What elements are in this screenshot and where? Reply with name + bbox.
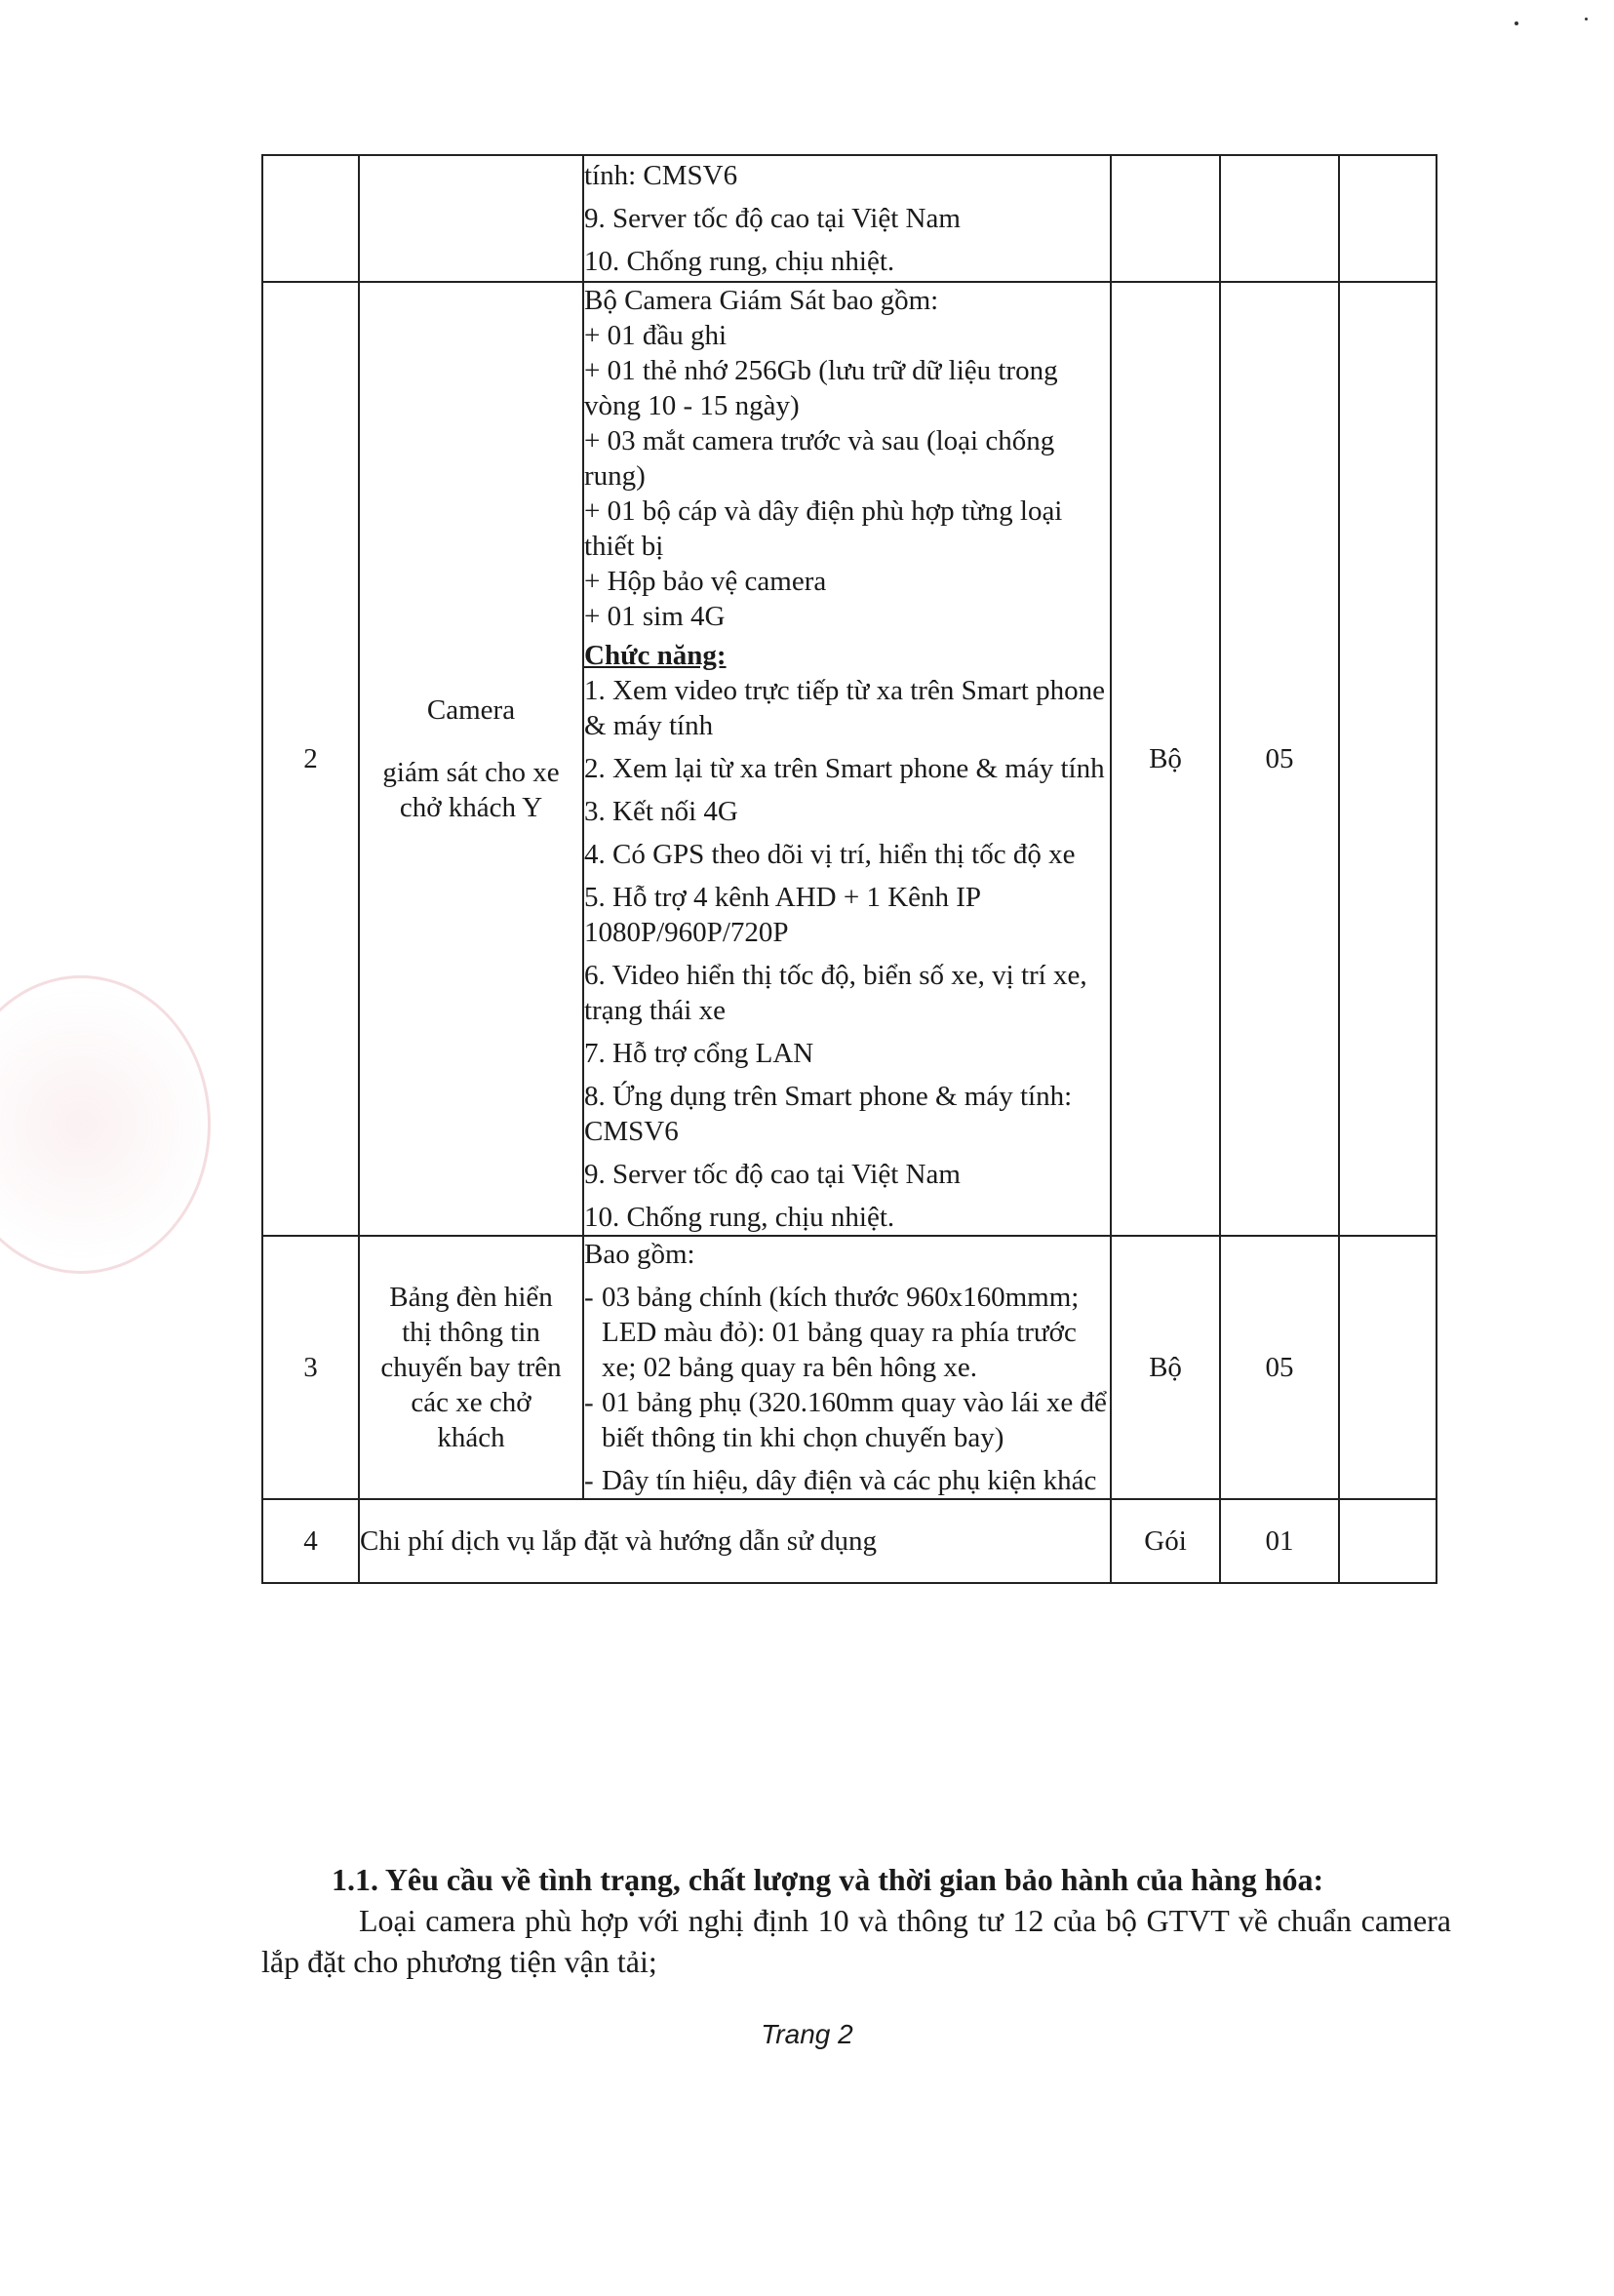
table-row bbox=[262, 1236, 1437, 1499]
quantity-cell: 05 bbox=[1220, 1236, 1339, 1499]
unit-cell: Bộ bbox=[1111, 1236, 1220, 1499]
item-name-line: khách bbox=[437, 1422, 505, 1453]
requirements-section bbox=[261, 1859, 1451, 1982]
unit-cell: Bộ bbox=[1111, 282, 1220, 1236]
list-item: - Dây tín hiệu, dây điện và các phụ kiện khác bbox=[584, 1463, 1110, 1498]
function-item: 3. Kết nối 4G bbox=[584, 796, 738, 827]
unit-cell bbox=[1111, 155, 1220, 282]
stt-cell: 2 bbox=[262, 282, 359, 1236]
item-name-line: chuyến bay trên bbox=[380, 1352, 562, 1383]
desc-line: tính: CMSV6 bbox=[584, 160, 738, 191]
section-heading: 1.1. Yêu cầu về tình trạng, chất lượng và thời gian bảo hành của hàng hóa: bbox=[332, 1862, 1324, 1897]
item-name-cell bbox=[359, 1236, 583, 1499]
stt-cell: 4 bbox=[262, 1499, 359, 1583]
desc-line: + 01 bộ cáp và dây điện phù hợp từng loại thiết bị bbox=[584, 495, 1063, 562]
desc-line: + 01 thẻ nhớ 256Gb (lưu trữ dữ liệu trong vòng 10 - 15 ngày) bbox=[584, 355, 1058, 421]
quantity-cell: 01 bbox=[1220, 1499, 1339, 1583]
stt-cell: 3 bbox=[262, 1236, 359, 1499]
table-row bbox=[262, 155, 1437, 282]
red-stamp-seal bbox=[0, 975, 211, 1274]
desc-line: + 03 mắt camera trước và sau (loại chống rung) bbox=[584, 425, 1055, 492]
scan-speck bbox=[1515, 21, 1518, 25]
function-item: 5. Hỗ trợ 4 kênh AHD + 1 Kênh IP 1080P/960P/720P bbox=[584, 882, 980, 948]
desc-line: + 01 sim 4G bbox=[584, 601, 726, 632]
table-row bbox=[262, 1499, 1437, 1583]
desc-line: 9. Server tốc độ cao tại Việt Nam bbox=[584, 203, 961, 234]
list-item: - 01 bảng phụ (320.160mm quay vào lái xe để biết thông tin khi chọn chuyến bay) bbox=[584, 1385, 1110, 1455]
description-cell bbox=[583, 155, 1111, 282]
description-cell bbox=[583, 1236, 1111, 1499]
page-number: Trang 2 bbox=[761, 2019, 853, 2049]
component-list bbox=[584, 1280, 1110, 1498]
notes-cell bbox=[1339, 1236, 1437, 1499]
stt-cell bbox=[262, 155, 359, 282]
item-name-line: thị thông tin bbox=[402, 1317, 540, 1348]
function-item: 10. Chống rung, chịu nhiệt. bbox=[584, 1202, 895, 1233]
notes-cell bbox=[1339, 1499, 1437, 1583]
item-name-line: Bảng đèn hiển bbox=[389, 1282, 553, 1313]
function-item: 4. Có GPS theo dõi vị trí, hiển thị tốc độ xe bbox=[584, 839, 1076, 870]
list-item: - 03 bảng chính (kích thước 960x160mmm; LED màu đỏ): 01 bảng quay ra phía trước xe; 02 bảng quay ra bên hông xe. bbox=[584, 1280, 1110, 1385]
desc-line: 10. Chống rung, chịu nhiệt. bbox=[584, 246, 895, 277]
notes-cell bbox=[1339, 155, 1437, 282]
section-body: Loại camera phù hợp với nghị định 10 và thông tư 12 của bộ GTVT về chuẩn camera lắp đặt cho phương tiện vận tải; bbox=[261, 1903, 1451, 1979]
item-name-line: Camera bbox=[426, 694, 516, 726]
item-name-cell bbox=[359, 282, 583, 1236]
item-name-cell bbox=[359, 155, 583, 282]
desc-line: + 01 đầu ghi bbox=[584, 320, 728, 351]
unit-cell: Gói bbox=[1111, 1499, 1220, 1583]
function-item: 7. Hỗ trợ cổng LAN bbox=[584, 1038, 814, 1069]
desc-line: + Hộp bảo vệ camera bbox=[584, 566, 827, 597]
desc-line: Bộ Camera Giám Sát bao gồm: bbox=[584, 285, 939, 316]
function-item: 2. Xem lại từ xa trên Smart phone & máy tính bbox=[584, 753, 1105, 784]
description-cell bbox=[583, 282, 1111, 1236]
quantity-cell: 05 bbox=[1220, 282, 1339, 1236]
function-item: 6. Video hiển thị tốc độ, biển số xe, vị trí xe, trạng thái xe bbox=[584, 960, 1087, 1026]
item-name-line: giám sát cho xe bbox=[382, 757, 560, 788]
item-name-line: các xe chở bbox=[411, 1387, 531, 1418]
service-description-cell: Chi phí dịch vụ lắp đặt và hướng dẫn sử dụng bbox=[359, 1499, 1111, 1583]
quantity-cell bbox=[1220, 155, 1339, 282]
table-row bbox=[262, 282, 1437, 1236]
equipment-spec-table bbox=[261, 154, 1437, 1584]
scan-speck bbox=[1585, 18, 1588, 20]
function-item: 9. Server tốc độ cao tại Việt Nam bbox=[584, 1159, 961, 1190]
notes-cell bbox=[1339, 282, 1437, 1236]
function-item: 1. Xem video trực tiếp từ xa trên Smart phone & máy tính bbox=[584, 675, 1105, 741]
desc-line: Bao gồm: bbox=[584, 1239, 695, 1270]
function-item: 8. Ứng dụng trên Smart phone & máy tính: CMSV6 bbox=[584, 1081, 1073, 1147]
item-name-line: chở khách Y bbox=[399, 792, 543, 823]
functions-heading: Chức năng: bbox=[584, 640, 727, 671]
